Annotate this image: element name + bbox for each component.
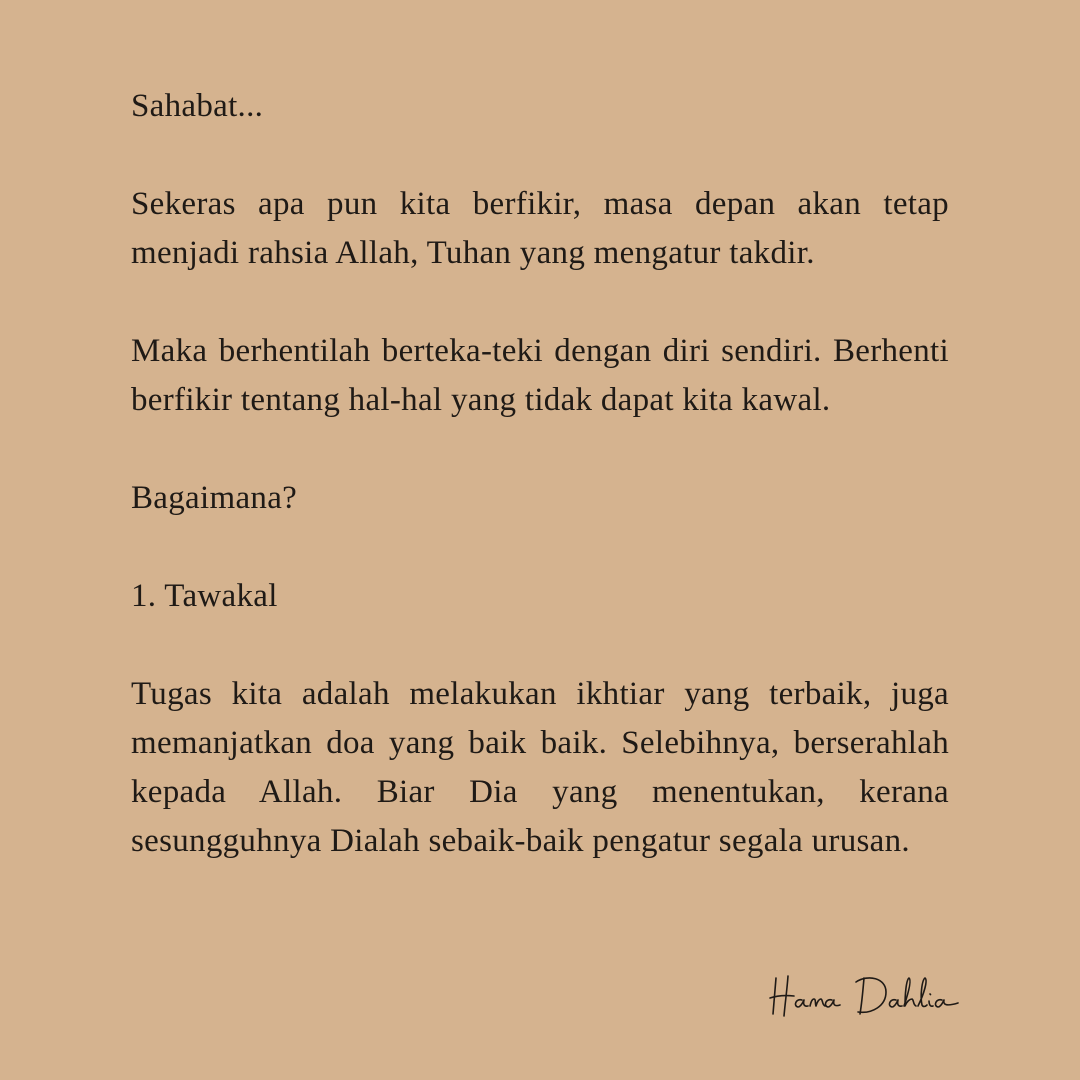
paragraph-2: Maka berhentilah berteka-teki dengan diri sendiri. Berhenti berfikir tentang hal-hal yang tidak dapat kita kawal. bbox=[131, 333, 949, 418]
handwritten-signature-icon bbox=[768, 968, 968, 1028]
greeting-text: Sahabat... bbox=[131, 88, 264, 124]
quote-body bbox=[131, 82, 949, 866]
paragraph-3: Tugas kita adalah melakukan ikhtiar yang terbaik, juga memanjatkan doa yang baik baik. Selebihnya, berserahlah kepada Allah. Biar Dia yang menentukan, kerana sesungguhnya Dialah sebaik-baik pengatur segala urusan. bbox=[131, 676, 949, 859]
point-heading: 1. Tawakal bbox=[131, 578, 278, 614]
question-text: Bagaimana? bbox=[131, 480, 298, 516]
signature-logo bbox=[768, 968, 968, 1028]
paragraph-1: Sekeras apa pun kita berfikir, masa depan akan tetap menjadi rahsia Allah, Tuhan yang mengatur takdir. bbox=[131, 186, 949, 271]
